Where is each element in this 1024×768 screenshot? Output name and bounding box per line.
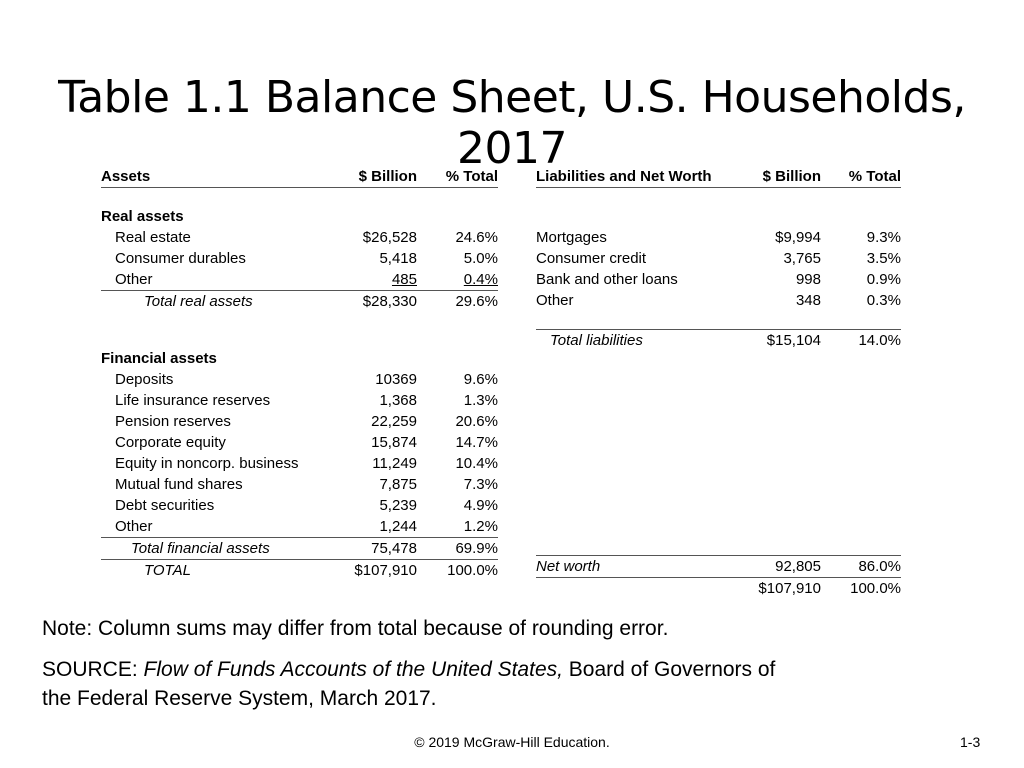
assets-header-row	[101, 166, 498, 188]
row-value: $15,104	[742, 330, 821, 352]
row-value: 7,875	[379, 476, 417, 493]
row-pct: 0.4%	[463, 271, 498, 288]
row-pct: 1.2%	[463, 518, 498, 535]
liabilities-header-row	[536, 166, 901, 188]
row-label: Total real assets	[101, 291, 341, 313]
slide-title: Table 1.1 Balance Sheet, U.S. Households, 2017	[58, 72, 966, 174]
table-row	[101, 474, 498, 495]
row-value: 348	[795, 292, 821, 309]
row-label: Other	[536, 292, 574, 309]
page-number: 1-3	[960, 734, 981, 750]
liabilities-table	[536, 166, 901, 599]
assets-header-pct: % Total	[417, 166, 498, 188]
row-label: Equity in noncorp. business	[115, 455, 299, 472]
table-row	[101, 390, 498, 411]
table-row	[101, 248, 498, 269]
row-pct: 29.6%	[417, 291, 498, 313]
row-pct: 0.9%	[866, 271, 901, 288]
row-value: 998	[795, 271, 821, 288]
row-pct: 5.0%	[463, 250, 498, 267]
assets-table	[101, 166, 498, 581]
row-value: 22,259	[371, 413, 417, 430]
real-assets-heading-row	[101, 206, 498, 227]
row-pct: 3.5%	[866, 250, 901, 267]
row-value: $107,910	[341, 560, 417, 582]
source-prefix: SOURCE:	[42, 658, 144, 681]
source-line2: the Federal Reserve System, March 2017.	[42, 687, 437, 710]
table-row	[536, 269, 901, 290]
financial-assets-heading-row	[101, 348, 498, 369]
row-pct: 1.3%	[463, 392, 498, 409]
row-value: $28,330	[341, 291, 417, 313]
row-value: 1,244	[379, 518, 417, 535]
total-financial-assets-row	[101, 538, 498, 560]
row-label: Corporate equity	[115, 434, 226, 451]
assets-header-billion: $ Billion	[341, 166, 417, 188]
table-row	[536, 248, 901, 269]
row-pct: 24.6%	[455, 229, 498, 246]
financial-assets-heading: Financial assets	[101, 350, 217, 367]
row-label: Real estate	[115, 229, 191, 246]
table-row	[536, 290, 901, 311]
row-value: 5,418	[379, 250, 417, 267]
table-row	[536, 227, 901, 248]
row-label: Total liabilities	[536, 330, 742, 352]
row-pct: 86.0%	[821, 556, 901, 578]
net-worth-row	[536, 556, 901, 578]
row-label: Other	[115, 271, 153, 288]
table-row	[101, 269, 498, 291]
row-label: Mortgages	[536, 229, 607, 246]
source-note	[42, 655, 982, 713]
total-liabilities-row	[536, 330, 901, 352]
row-label: Deposits	[115, 371, 174, 388]
row-pct: 10.4%	[455, 455, 498, 472]
row-value: 92,805	[742, 556, 821, 578]
liabilities-header-pct: % Total	[821, 166, 901, 188]
real-assets-heading: Real assets	[101, 208, 184, 225]
row-label: Other	[115, 518, 153, 535]
row-pct: 14.0%	[821, 330, 901, 352]
table-row	[101, 516, 498, 538]
row-value: 75,478	[341, 538, 417, 560]
liabilities-header-billion: $ Billion	[742, 166, 821, 188]
row-label: Consumer durables	[115, 250, 246, 267]
row-label: Total financial assets	[101, 538, 341, 560]
row-value: 485	[391, 271, 417, 288]
table-row	[101, 453, 498, 474]
row-label: Debt securities	[115, 497, 215, 514]
row-label: Bank and other loans	[536, 271, 678, 288]
row-label: Consumer credit	[536, 250, 647, 267]
liabilities-grand-total-row	[536, 578, 901, 600]
source-title: Flow of Funds Accounts of the United States,	[143, 658, 563, 681]
row-value: 3,765	[783, 250, 821, 267]
row-pct: 20.6%	[455, 413, 498, 430]
row-pct: 4.9%	[463, 497, 498, 514]
row-value: $9,994	[775, 229, 821, 246]
table-row	[101, 495, 498, 516]
row-value: 10369	[375, 371, 417, 388]
row-pct: 9.3%	[866, 229, 901, 246]
row-value: $107,910	[742, 578, 821, 600]
table-row	[101, 227, 498, 248]
table-row	[101, 411, 498, 432]
row-pct: 9.6%	[463, 371, 498, 388]
total-real-assets-row	[101, 291, 498, 313]
rounding-note: Note: Column sums may differ from total because of rounding error.	[42, 617, 669, 640]
row-pct: 7.3%	[463, 476, 498, 493]
row-value: 15,874	[371, 434, 417, 451]
row-label: Life insurance reserves	[115, 392, 271, 409]
row-pct: 0.3%	[866, 292, 901, 309]
row-label: Pension reserves	[115, 413, 231, 430]
grand-total-row	[101, 560, 498, 582]
source-rest: Board of Governors of	[562, 658, 776, 681]
row-value: 11,249	[372, 455, 417, 472]
table-row	[101, 369, 498, 390]
row-value: 5,239	[379, 497, 417, 514]
row-value: $26,528	[362, 229, 417, 246]
row-pct: 100.0%	[821, 578, 901, 600]
row-label: Mutual fund shares	[115, 476, 243, 493]
row-pct: 14.7%	[455, 434, 498, 451]
row-pct: 69.9%	[417, 538, 498, 560]
liabilities-header-label: Liabilities and Net Worth	[536, 166, 742, 188]
row-value: 1,368	[379, 392, 417, 409]
table-row	[101, 432, 498, 453]
row-label: TOTAL	[101, 560, 341, 582]
copyright-footer: © 2019 McGraw-Hill Education.	[414, 734, 610, 750]
row-pct: 100.0%	[417, 560, 498, 582]
assets-header-label: Assets	[101, 166, 341, 188]
row-label: Net worth	[536, 556, 742, 578]
